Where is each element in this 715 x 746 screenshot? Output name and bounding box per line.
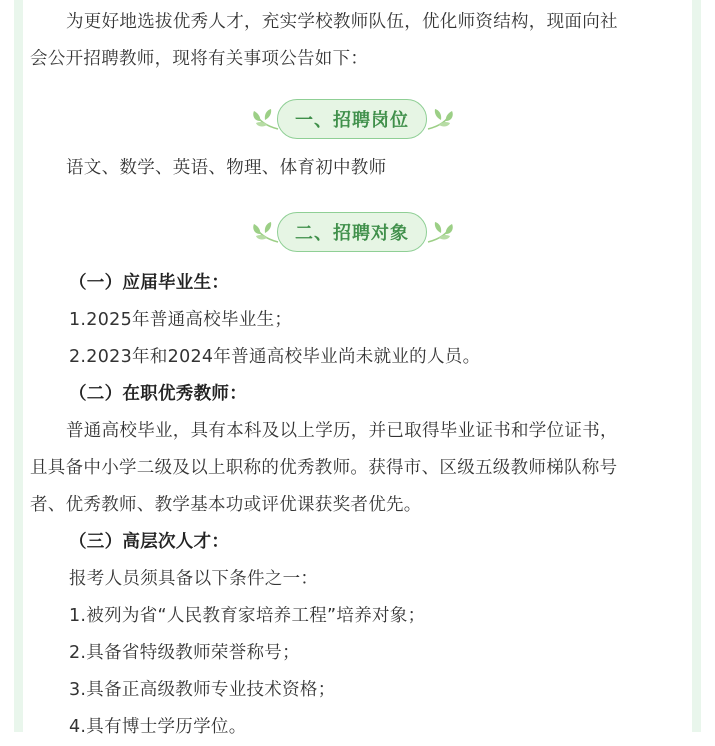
targets-section-body — [30, 265, 685, 746]
list-item: 1.被列为省“人民教育家培养工程”培养对象； — [69, 606, 426, 626]
list-item: 1.2025年普通高校毕业生； — [69, 310, 293, 330]
intro-line: 会公开招聘教师，现将有关事项公告如下： — [30, 49, 369, 69]
section-title-positions: 一、招聘岗位 — [277, 99, 427, 139]
left-decor-band — [14, 0, 23, 732]
intro-paragraph — [30, 4, 618, 78]
teachers-line: 且具备中小学二级及以上职称的优秀教师。获得市、区级五级教师梯队称号 — [30, 458, 618, 478]
list-item: 4.具有博士学历学位。 — [69, 717, 247, 737]
talents-lead: 报考人员须具备以下条件之一： — [69, 569, 319, 589]
section-banner-targets — [30, 210, 685, 260]
teachers-line: 普通高校毕业，具有本科及以上学历，并已取得毕业证书和学位证书， — [66, 421, 618, 441]
subheading-graduates: （一）应届毕业生： — [69, 273, 230, 293]
leaf-left-icon — [252, 107, 280, 133]
teachers-line: 者、优秀教师、教学基本功或评优课获奖者优先。 — [30, 495, 422, 515]
list-item: 2.2023年和2024年普通高校毕业尚未就业的人员。 — [69, 347, 481, 367]
subheading-talents: （三）高层次人才： — [69, 532, 230, 552]
list-item: 2.具备省特级教师荣誉称号； — [69, 643, 300, 663]
leaf-right-icon — [426, 107, 454, 133]
right-decor-band — [692, 0, 701, 732]
subheading-teachers: （二）在职优秀教师： — [69, 384, 247, 404]
list-item: 3.具备正高级教师专业技术资格； — [69, 680, 336, 700]
section-title-targets: 二、招聘对象 — [277, 212, 427, 252]
leaf-right-icon — [426, 220, 454, 246]
intro-line: 为更好地选拔优秀人才，充实学校教师队伍，优化师资结构，现面向社 — [66, 12, 618, 32]
leaf-left-icon — [252, 220, 280, 246]
positions-text: 语文、数学、英语、物理、体育初中教师 — [66, 158, 387, 178]
section-banner-positions — [30, 97, 685, 147]
